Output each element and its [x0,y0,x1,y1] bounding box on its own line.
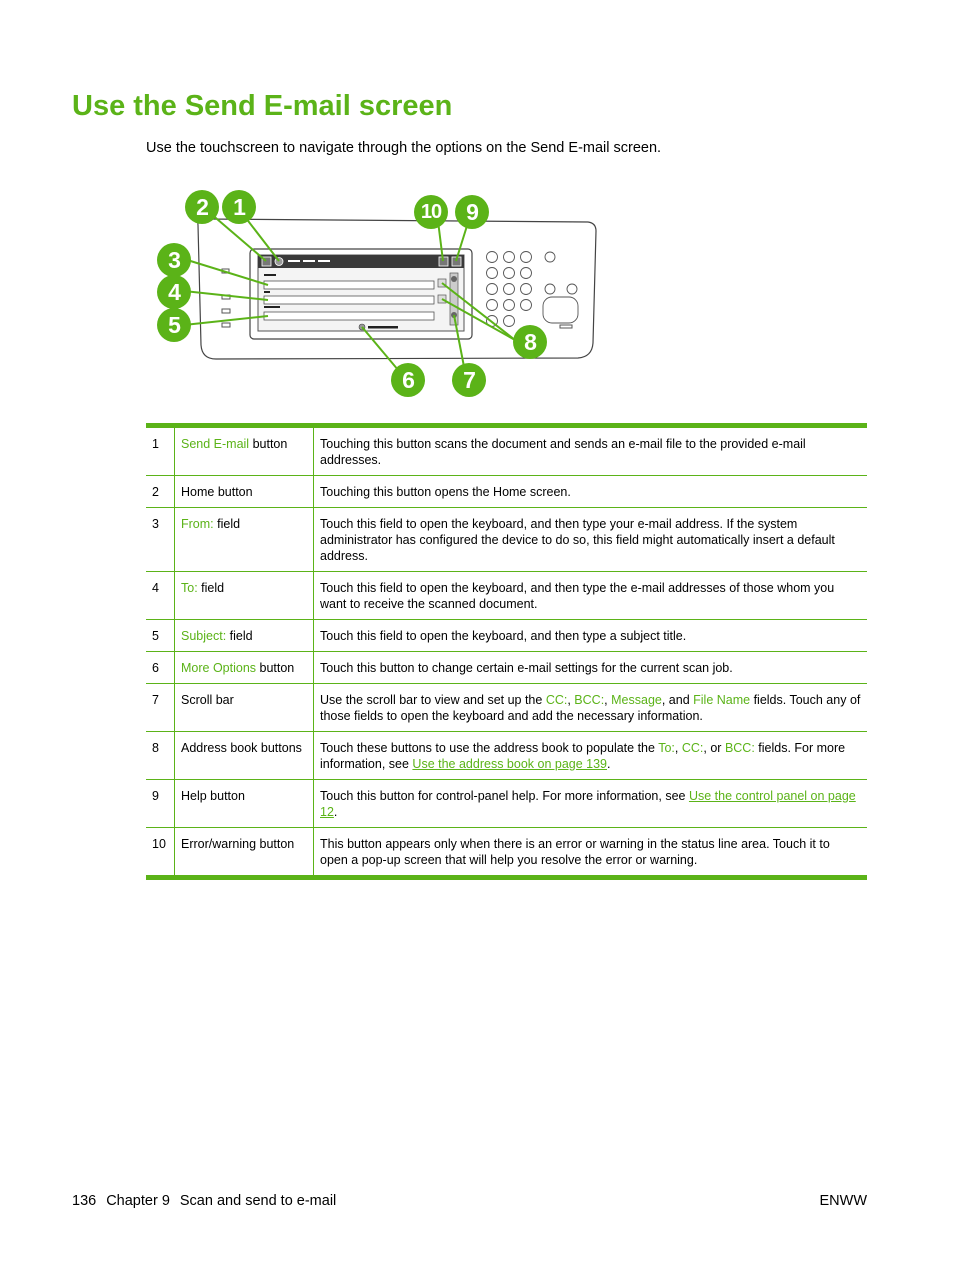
from-field-shape [264,281,434,289]
row-item: Send E-mail button [175,428,314,476]
row-number: 5 [146,620,175,652]
ui-term: More Options [181,661,257,675]
ui-term: CC: [545,693,568,707]
row-item: Scroll bar [175,684,314,732]
table-row [146,684,867,732]
table-row [146,652,867,684]
callout-9: 9 [455,195,489,229]
row-description: This button appears only when there is an error or warning in the status line area. Touch it to open a pop-up screen that will help you resolve the error or warning. [320,837,830,867]
row-description: Touching this button scans the document and sends an e-mail file to the provided e-mail addresses. [314,428,868,476]
page-title: Use the Send E-mail screen [72,90,453,122]
row-item: Help button [175,780,314,828]
address-book-link[interactable]: Use the address book on page 139 [412,757,608,771]
table-row [146,732,867,780]
control-panel-link[interactable]: Use the control panel on page 12 [320,789,856,819]
footer-right: ENWW [819,1193,867,1209]
row-number: 9 [146,780,175,828]
ui-term: From: [181,517,214,531]
ui-term: To: [181,581,198,595]
button-reference-table [146,423,867,880]
table-row [146,828,867,876]
table-row [146,620,867,652]
control-panel-illustration [150,185,610,400]
to-field-shape [264,296,434,304]
row-description: Touch this field to open the keyboard, and then type your e-mail address. If the system administrator has configured the device to do so, this field might automatically insert a default address. [314,508,868,572]
table-row [146,428,867,476]
row-item: Subject: field [175,620,314,652]
row-number: 3 [146,508,175,572]
table-row [146,476,867,508]
row-description: Touch this field to open the keyboard, and then type a subject title. [314,620,868,652]
row-description: Touching this button opens the Home screen. [314,476,868,508]
row-item: Home button [175,476,314,508]
row-number: 1 [146,428,175,476]
callout-8: 8 [513,325,547,359]
row-item: From: field [175,508,314,572]
row-number: 2 [146,476,175,508]
callout-1: 1 [222,190,256,224]
row-item: More Options button [175,652,314,684]
page-number: 136 [72,1193,97,1209]
callout-10: 10 [414,195,448,229]
ui-term: Send E-mail [181,437,250,451]
ui-term: To: [658,741,675,755]
table-row [146,780,867,828]
chapter-label: Chapter 9 [106,1193,170,1209]
callout-3: 3 [157,243,191,277]
callout-6: 6 [391,363,425,397]
footer-left [72,1193,346,1209]
row-number: 8 [146,732,175,780]
row-item: Address book buttons [175,732,314,780]
row-description: Touch this field to open the keyboard, and then type the e-mail addresses of those whom you want to receive the scanned document. [314,572,868,620]
callout-2: 2 [185,190,219,224]
row-number: 4 [146,572,175,620]
ui-term: Message [611,693,662,707]
row-description: Use the scroll bar to view and set up the CC:, BCC:, Message, and File Name fields. Touch any of those fields to open the keyboard and add the necessary information. [314,684,868,732]
intro-text: Use the touchscreen to navigate through the options on the Send E-mail screen. [146,140,662,156]
subject-field-shape [264,312,434,320]
row-number: 10 [146,828,175,876]
row-description: Touch these buttons to use the address book to populate the To:, CC:, or BCC: fields. For more information, see Use the address book on page 139. [314,732,868,780]
ui-term: File Name [693,693,751,707]
ui-term: BCC: [724,741,755,755]
row-item: Error/warning button [175,828,314,876]
ui-term: CC: [681,741,704,755]
callout-5: 5 [157,308,191,342]
callout-4: 4 [157,275,191,309]
row-description: Touch this button for control-panel help. For more information, see Use the control panel on page 12. [314,780,868,828]
row-number: 6 [146,652,175,684]
row-description: Touch this button to change certain e-mail settings for the current scan job. [314,652,868,684]
chapter-title: Scan and send to e-mail [179,1193,337,1209]
table-row [146,572,867,620]
control-panel-figure [150,185,610,400]
row-item: To: field [175,572,314,620]
callout-7: 7 [452,363,486,397]
row-number: 7 [146,684,175,732]
ui-term: BCC: [574,693,605,707]
ui-term: Subject: [181,629,227,643]
table-row [146,508,867,572]
